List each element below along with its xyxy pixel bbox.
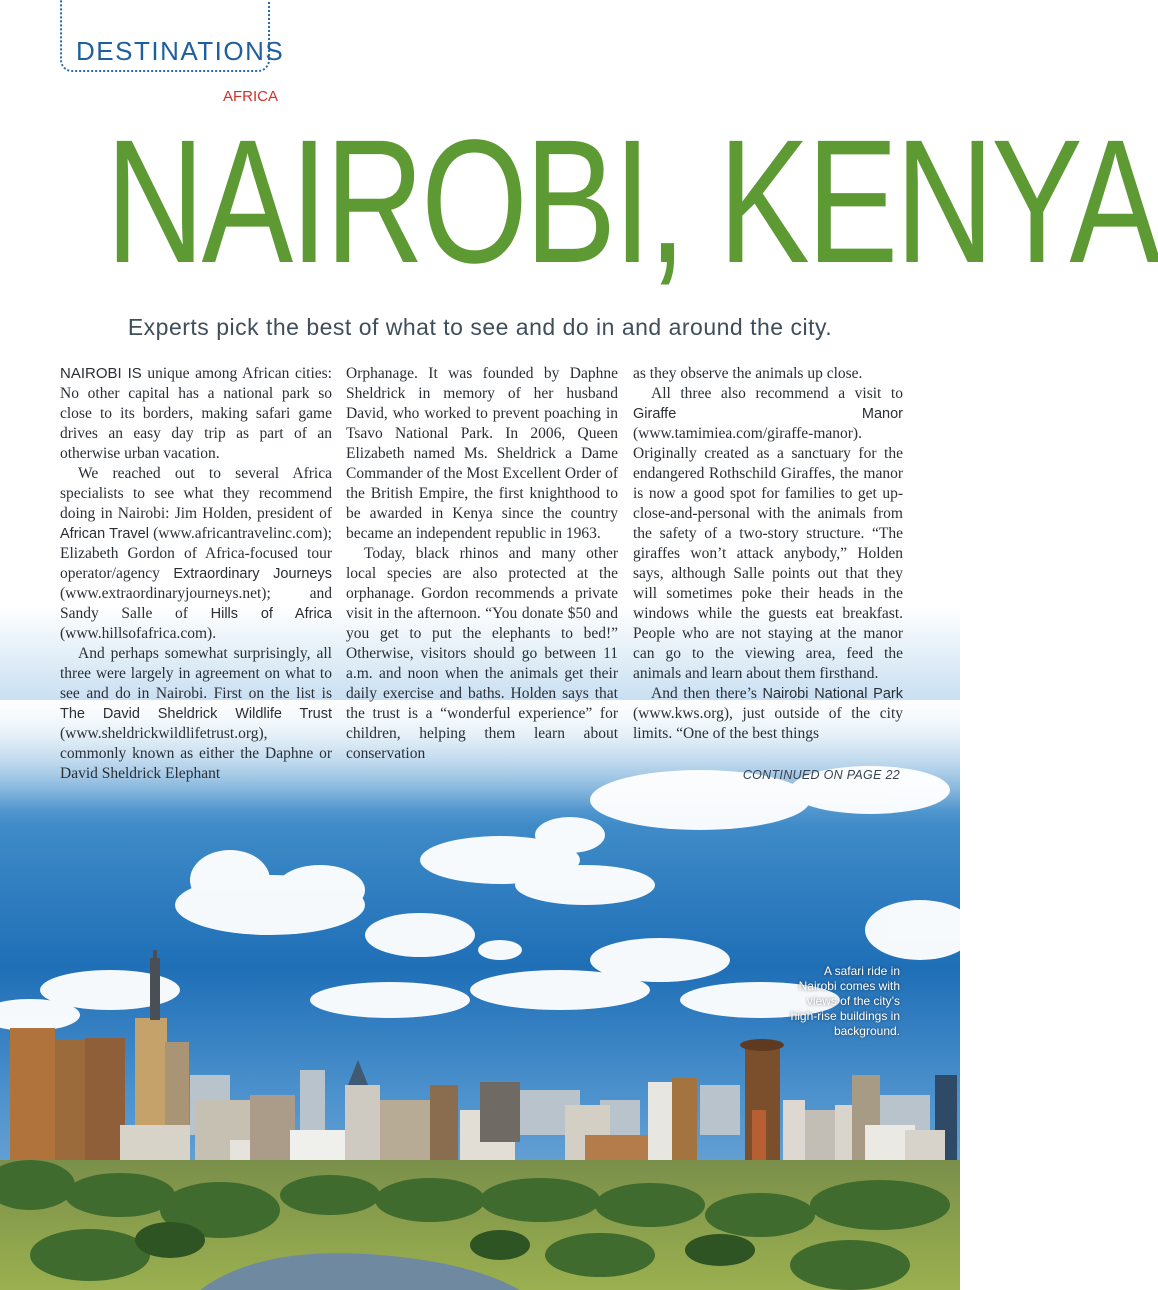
place-name: Giraffe Manor: [633, 406, 903, 422]
continued-jump-line: CONTINUED ON PAGE 22: [742, 768, 900, 782]
paragraph: We reached out to several Africa specialists to see what they recommend doing in Nairobi: Jim Holden, president of African Travel (www.africantravelinc.com); Elizabeth Gordon of Africa-focused tour operator/agency Extraordinary Journeys (www.extraordinaryjourneys.net); and Sandy Salle of Hills of Africa (www.hillsofafrica.com).: [60, 465, 332, 642]
photo-caption: A safari ride in Nairobi comes with views of the city’s high-rise buildings in background.: [790, 964, 900, 1038]
paragraph: as they observe the animals up close.: [633, 365, 863, 382]
lead-in: NAIROBI IS: [60, 365, 142, 382]
article-column-1: [60, 364, 332, 784]
paragraph: And perhaps somewhat surprisingly, all three were largely in agreement on what to see and do in Nairobi. First on the list is The David Sheldrick Wildlife Trust (www.sheldrickwildlifetrust.org), commonly known as either the Daphne or David Sheldrick Elephant: [60, 645, 332, 782]
org-name: Extraordinary Journeys: [173, 566, 332, 582]
paragraph: Today, black rhinos and many other local species are also protected at the orphanage. Gordon recommends a private visit in the afternoon. “You donate $50 and you get to put the elephants to bed!” Otherwise, visitors should go between 11 a.m. and noon when the animals get their daily exercise and baths. Holden says that the trust is a “wonderful experience” for children, helping them learn about conservation: [346, 545, 618, 762]
headline: NAIROBI, KENYA: [105, 104, 1158, 300]
article-column-3: [633, 364, 903, 744]
subsection-label: AFRICA: [223, 88, 279, 105]
paragraph: NAIROBI IS unique among African cities: No other capital has a national park so close to its borders, making safari game drives an easy day trip as part of an otherwise urban vacation.: [60, 365, 332, 462]
article-column-2: [346, 364, 618, 764]
place-name: Nairobi National Park: [762, 686, 903, 702]
paragraph: All three also recommend a visit to Giraffe Manor (www.tamimiea.com/giraffe-manor). Originally created as a sanctuary for the endangered Rothschild Giraffes, the manor is now a good spot for families to get up-close-and-personal with the animals from the safety of a two-story structure. “The giraffes won’t attack anybody,” Holden says, although Salle points out that they will sometimes poke their heads in the windows while the guests eat breakfast. People who are not staying at the manor can go to the viewing area, feed the animals and learn about them firsthand.: [633, 385, 903, 682]
org-name: The David Sheldrick Wildlife Trust: [60, 706, 332, 722]
paragraph: And then there’s Nairobi National Park (www.kws.org), just outside of the city limits. “One of the best things: [633, 685, 903, 742]
dek: Experts pick the best of what to see and do in and around the city.: [127, 314, 833, 340]
org-name: African Travel: [60, 526, 149, 542]
org-name: Hills of Africa: [210, 606, 332, 622]
paragraph: Orphanage. It was founded by Daphne Sheldrick in memory of her husband David, who worked to prevent poaching in Tsavo National Park. In 2006, Queen Elizabeth named Ms. Sheldrick a Dame Commander of the Most Excellent Order of the British Empire, the first knighthood to be awarded in Kenya since the country became an independent republic in 1963.: [346, 365, 618, 542]
section-label: DESTINATIONS: [76, 36, 285, 66]
